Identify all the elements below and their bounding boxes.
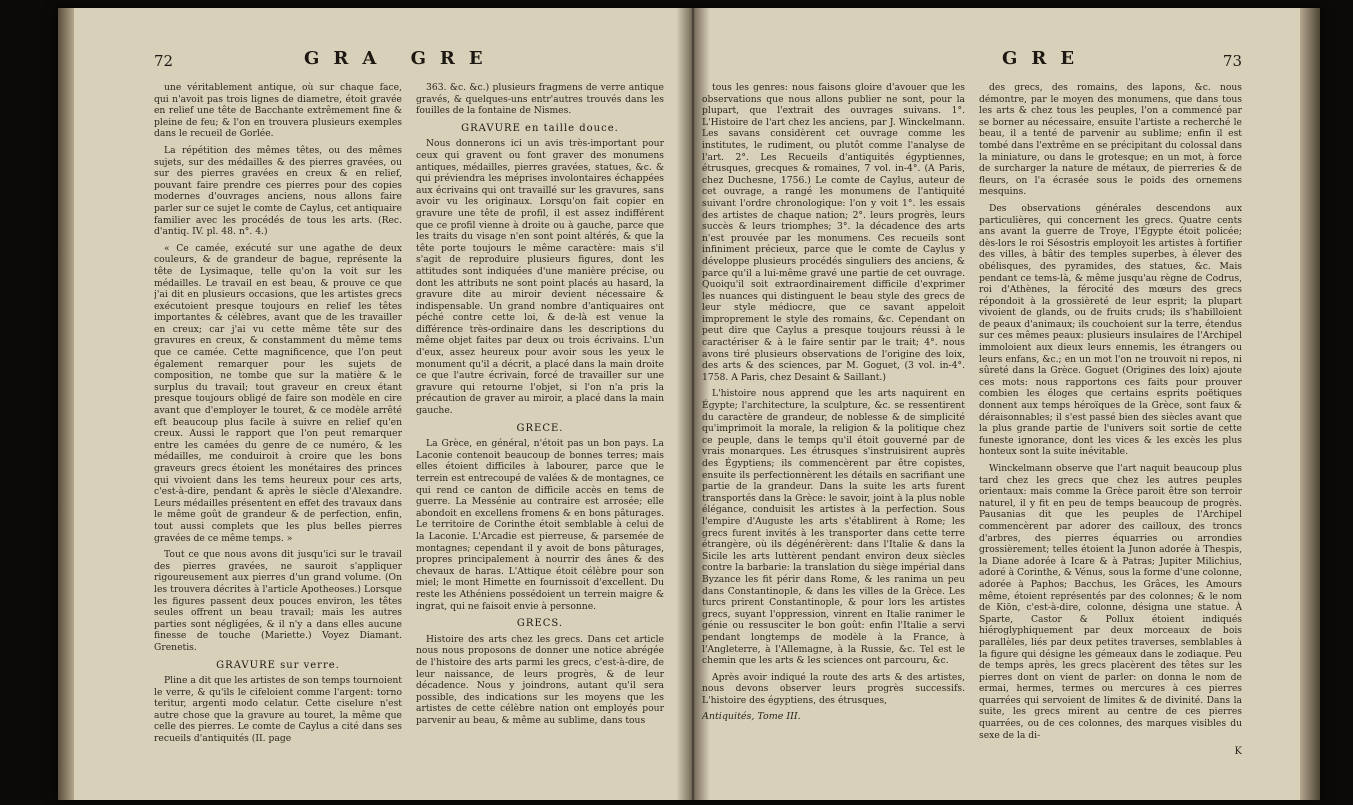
article-title: GRAVURE sur verre.	[216, 659, 340, 671]
article-title: GRECS.	[516, 618, 564, 630]
article-title: GRECE.	[516, 422, 564, 434]
signature-mark: K	[1234, 746, 1242, 758]
paragraph: Après avoir indiqué la route des arts & des artistes, nous devons observer leurs progrès successifs. L'histoire des égyptiens, des étrusques,	[702, 671, 965, 706]
right-page-header	[702, 36, 1242, 82]
paragraph: « Ce camée, exécuté sur une agathe de deux couleurs, & de grandeur de bague, représente la tête de Lysimaque, telle qu'on la voit sur les médailles. Le travail en est beau, & prouve ce que j'ai dit en plusieurs occasions, que les artistes grecs exécutoient presque toujours en relief les têtes importantes & célèbres, avant que de les travailler en creux; car j'ai vu cette même tête sur des gravures en creux, & constamment du même tems que ce camée. Cette magnificence, que l'on peut également remarquer pour les sujets de composition, ne tombe que sur la matière & le surplus du travail; tout graveur en creux étant presque toujours obligé de faire son modèle en cire avant que d'employer le touret, & ce modèle arrêté eft beaucoup plus facile à suivre en relief qu'en creux. Aussi le rapport que l'on peut remarquer entre les camées du genre de ce numéro, & les médailles, me conduiroit à croire que les bons graveurs grecs étoient les monétaires des princes qui vivoient dans les tems heureux pour ces arts, c'est-à-dire, pendant & après le siècle d'Alexandre. Leurs médailles présentent en effet des travaux dans le même goût de grandeur & de perfection, enfin, tout aussi complets que les plus belles pierres gravées de ce même temps. »	[154, 242, 402, 544]
paragraph: La répétition des mêmes têtes, ou des mêmes sujets, sur des médailles & des pierres gravées, ou sur des pierres gravées en creux & en relief, pouvant faire prendre ces pierres pour des copies modernes d'ouvrages anciens, nous allons faire parler sur ce sujet le comte de Caylus, cet antiquaire familier avec les procédés de tous les arts. (Rec. d'antiq. IV. pl. 48. n°. 4.)	[154, 144, 402, 238]
right-column-2	[979, 82, 1242, 758]
paragraph: une véritablement antique, où sur chaque face, qui n'avoit pas trois lignes de diametre, étoit gravée en relief une tête de Bacchante extrêmement fine & pleine de feu; & l'on en trouvera plusieurs exemples dans le recueil de Gorlée.	[154, 82, 402, 140]
page-number: 72	[154, 52, 174, 70]
running-head: GRE	[1002, 48, 1089, 69]
paragraph: tous les genres: nous faisons gloire d'avouer que les observations que nous allons publier ne sont, pour la plupart, que l'extrait des ouvrages suivans. 1°. L'Histoire de l'art chez les anciens, par J. Winckelmann. Les savans considèrent cet ouvrage comme les institutes, le rudiment, ou plutôt comme l'analyse de l'art. 2°. Les Recueils d'antiquités égyptiennes, étrusques, grecques & romaines, 7 vol. in-4°. (A Paris, chez Duchesne, 1756.) Le comte de Caylus, auteur de cet ouvrage, a rangé les monumens de l'antiquité suivant l'ordre chronologique: l'on y voit 1°. les essais des artistes de chaque nation; 2°. leurs progrès, leurs succès & leurs triomphes; 3°. la décadence des arts n'est prouvée par les monumens. Ces recueils sont infiniment précieux, parce que le comte de Caylus y développe plusieurs procédés singuliers des anciens, & parce qu'il a lui-même gravé une partie de cet ouvrage. Quoiqu'il soit extraordinairement difficile d'exprimer les nuances qui distinguent le beau style des grecs de leur style médiocre, que ce savant appeloit improprement le style des romains, &c. Cependant on peut dire que Caylus a presque toujours réussi à le caractériser & à le faire sentir par le trait; 4°. nous avons tiré plusieurs observations de l'origine des loix, des arts & des sciences, par M. Goguet, (3 vol. in-4°. 1758. A Paris, chez Desaint & Saillant.)	[702, 82, 965, 383]
book-spread	[58, 8, 1320, 800]
left-column-1	[154, 82, 402, 750]
paragraph: L'histoire nous apprend que les arts naquirent en Égypte; l'architecture, la sculpture, &c. se ressentirent du caractère de grandeur, de noblesse & de simplicité qu'imprimoit la morale, la religion & la politique chez ce peuple, dans le temps qu'il étoit gouverné par de vrais monarques. Les étrusques s'instruisirent auprès des Égyptiens; ils commencèrent par être copistes, ensuite ils perfectionnèrent les détails en sacrifiant une partie de la grandeur. Dans la suite les arts furent transportés dans la Grèce: le savoir, joint à la plus noble élégance, conduisit les artistes à la perfection. Sous l'empire d'Auguste les arts s'établirent à Rome; les grecs furent invités à les transporter dans cette terre étrangère, où ils dégénérèrent: dans l'Italie & dans la Sicile les arts luttèrent pendant environ deux siècles contre la barbarie: la translation du siège impérial dans Byzance les fit périr dans Rome, & les ranima un peu dans Constantinople, & dans les villes de la Grèce. Les turcs prirent Constantinople, & pour lors les artistes grecs, suyant l'oppression, vinrent en Italie ranimer le génie ou ressusciter le bon goût: enfin l'Italie a servi pendant longtemps de modèle à la France, à l'Angleterre, à l'Allemagne, à la Russie, &c. Tel est le chemin que les arts & les sciences ont parcouru, &c.	[702, 388, 965, 667]
paragraph: La Grèce, en général, n'étoit pas un bon pays. La Laconie contenoit beaucoup de bonnes terres; mais elles étoient difficiles à labourer, parce que le terrein est entrecoupé de valées & de montagnes, ce qui rend ce canton de difficile accès en tems de guerre. La Messénie au contraire est arrosée; elle abondoit en excellens fromens & en bons pâturages. Le territoire de Corinthe étoit semblable à celui de la Laconie. L'Arcadie est pierreuse, & parsemée de montagnes; cependant il y avoit de bons pâturages, propres principalement à nourrir des ânes & des chevaux de haras. L'Attique étoit célèbre pour son miel; le mont Himette en fournissoit d'excellent. Du reste les Athéniens possédoient un terrein maigre & ingrat, qui ne faisoit envie à personne.	[416, 438, 664, 612]
paragraph: Winckelmann observe que l'art naquit beaucoup plus tard chez les grecs que chez les autres peuples orientaux: mais comme la Grèce paroit être son terroir naturel, il y fit en peu de temps beaucoup de progrès. Pausanias dit que les peuples de l'Archipel commencèrent par adorer des cailloux, des troncs d'arbres, des pierres équarries ou arrondies grossièrement; telles étoient la Junon adorée à Thespis, la Diane adorée à Icare & à Patras; Jupiter Milichius, adoré à Corinthe, & Vénus, sous la forme d'une colonne, adorée à Paphos; Bacchus, les Grâces, les Amours même, étoient représentés par des colonnes; & le nom de Kiōn, c'est-à-dire, colonne, désigna une statue. À Sparte, Castor & Pollux étoient indiqués hiéroglyphiquement par deux morceaux de bois parallèles, liés par deux petites traverses, semblables à la figure qui désigne les gémeaux dans le zodiaque. Peu de temps après, les grecs placèrent des têtes sur les pierres dont on vient de parler: on donna le nom de ermai, hermes, termes ou mercures à ces pierres quarrées qui servoient de limites & de divinité. Dans la suite, les grecs mirent au centre de ces pierres quarrées, ou de ces colonnes, des marques visibles du sexe de la di-	[979, 463, 1242, 741]
right-page	[702, 36, 1242, 786]
paragraph: Des observations générales descendons aux particulières, qui concernent les grecs. Quatre cents ans avant la guerre de Troye, l'Égypte étoit policée; dès-lors le roi Sésostris employoit les artistes à fortifier des villes, à bâtir des temples superbes, à élever des obélisques, des pyramides, des statues, &c. Mais pendant ce tems-là, & même jusqu'au règne de Codrus, roi d'Athènes, la férocité des mœurs des grecs répondoit à la grossièreté de leur esprit; la plupart vivoient de glands, ou de fruits cruds; ils s'habilloient de peaux d'animaux; ils couchoient sur la terre, étendus sur ces mêmes peaux: plusieurs insulaires de l'Archipel immoloient aux dieux leurs ennemis, les étrangers ou leurs enfans, &c.; en un mot l'on ne trouvoit ni repos, ni sûreté dans la Grèce. Goguet (Origines des loix) ajoute ces mots: nous rapportons ces faits pour prouver combien les éloges que certains esprits poëtiques donnent aux temps héroïques de la Grèce, sont faux & déraisonnables; il s'est passé bien des siècles avant que la plus grande partie de l'univers soit sortie de cette funeste ignorance, dont les vices & les excès les plus honteux sont la suite inévitable.	[979, 202, 1242, 458]
paragraph: Histoire des arts chez les grecs. Dans cet article nous nous proposons de donner une notice abrégée de l'histoire des arts parmi les grecs, c'est-à-dire, de leur naissance, de leurs progrès, & de leur décadence. Nous y joindrons, autant qu'il sera possible, des indications sur les moyens que les artistes de cette célèbre nation ont employés pour parvenir au beau, & même au sublime, dans tous	[416, 633, 664, 726]
article-title: GRAVURE en taille douce.	[461, 122, 619, 134]
book-edge-right	[1300, 8, 1320, 800]
paragraph: 363. &c. &c.) plusieurs fragmens de verre antique gravés, & quelques-uns entr'autres trouvés dans les fouilles de la fontaine de Nismes.	[416, 82, 664, 117]
book-edge-left	[58, 8, 74, 800]
page-number: 73	[1222, 52, 1242, 70]
left-column-2	[416, 82, 664, 750]
left-page	[154, 36, 664, 786]
left-page-header	[154, 36, 664, 82]
page-footer: Antiquités, Tome III.	[702, 711, 801, 723]
paragraph: Nous donnerons ici un avis très-important pour ceux qui gravent ou font graver des monumens antiques, médailles, pierres gravées, statues, &c. & qui préviendra les méprises involontaires échappées aux écrivains qui ont travaillé sur les gravures, sans avoir vu les originaux. Lorsqu'on fait copier en gravure une tête de profil, il est assez indifférent que ce profil vienne à droite ou à gauche, parce que les traits du visage n'en sont point altérés, & que la tête porte toujours le même caractère: mais s'il s'agit de reproduire plusieurs figures, dont les attitudes sont indiquées d'une manière précise, ou dont les attributs ne sont point placés au hasard, la gravure dite au miroir devient nécessaire & indispensable. Un grand nombre d'antiquaires ont péché contre cette loi, & de-là est venue la différence très-ordinaire dans les descriptions du même objet faites par deux ou trois écrivains. L'un d'eux, assez heureux pour avoir sous les yeux le monument qu'il a décrit, a placé dans la main droite ce que l'autre écrivain, forcé de travailler sur une gravure qui retourne l'objet, si l'on n'a pris la précaution de graver au miroir, a placé dans la main gauche.	[416, 138, 664, 417]
running-head: GRA GRE	[304, 48, 497, 69]
paragraph: Tout ce que nous avons dit jusqu'ici sur le travail des pierres gravées, ne sauroit s'appliquer rigoureusement aux pierres d'un grand volume. (On les trouvera décrites à l'article Apotheoses.) Lorsque les figures passent deux pouces environ, les têtes seules offrent un beau travail; mais les autres parties sont négligées, & il n'y a dans elles aucune finesse de touche (Mariette.) Voyez Diamant. Grenetis.	[154, 549, 402, 653]
paragraph: des grecs, des romains, des lapons, &c. nous démontre, par le moyen des monumens, que dans tous les arts & chez tous les peuples, l'on a commencé par se borner au nécessaire, ensuite l'artiste a recherché le beau, il a tenté de parvenir au sublime; enfin il est tombé dans l'extrême en se précipitant du colossal dans la miniature, ou dans le grotesque; en un mot, à force de surcharger la nature de métaux, de pierreries & de fleurs, on l'a écrasée sous le poids des ornemens mesquins.	[979, 82, 1242, 198]
right-column-1	[702, 82, 965, 758]
paragraph: Pline a dit que les artistes de son temps tournoient le verre, & qu'ils le cifeloient comme l'argent: torno teritur, argenti modo celatur. Cette ciselure n'est autre chose que la gravure au touret, la même que celle des pierres. Le comte de Caylus a cité dans ses recueils d'antiquités (II. page	[154, 675, 402, 745]
